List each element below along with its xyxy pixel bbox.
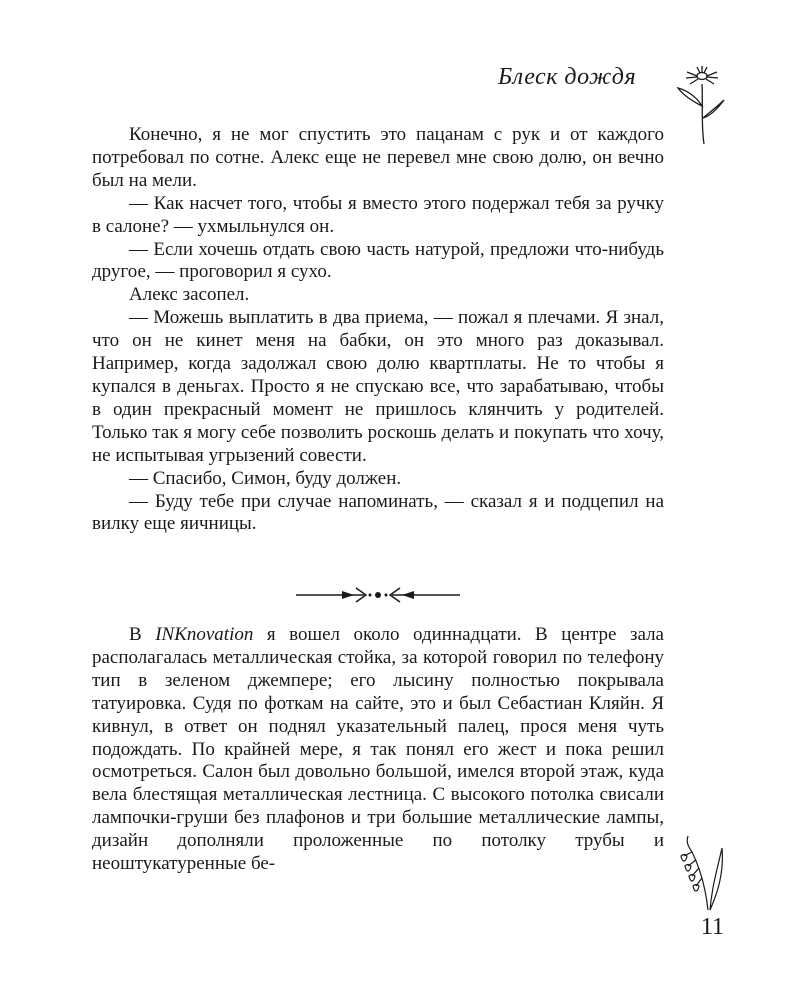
paragraph: Конечно, я не мог спустить это пацанам с рук и от каждого потребовал по сотне. Алекс еще не перевел мне свою долю, он вечно был на мели.	[92, 124, 664, 191]
text-section-1	[92, 124, 664, 536]
paragraph	[92, 624, 664, 876]
lily-of-the-valley-icon	[678, 832, 734, 912]
studio-name: INKnovation	[155, 624, 254, 645]
paragraph: — Спасибо, Симон, буду должен.	[129, 467, 402, 489]
running-head-title: Блеск дождя	[498, 64, 637, 90]
paragraph: — Буду тебе при случае напоминать, — сказал я и подцепил на вилку еще яичницы.	[92, 490, 664, 535]
daisy-flower-icon	[672, 66, 728, 146]
text-section-2	[92, 624, 664, 876]
paragraph-intro: В	[129, 624, 156, 645]
paragraph: — Как насчет того, чтобы я вместо этого подержал тебя за ручку в салоне? — ухмыльнулся он.	[92, 192, 664, 237]
paragraph-body: я вошел около одиннадцати. В центре зала располагалась металлическая стойка, за которой говорил по телефону тип в зеленом джемпере; его лысину полностью покрывала татуировка. Судя по фоткам на сайте, это и был Себастиан Кляйн. Я кивнул, в ответ он поднял указательный палец, прося меня чуть подождать. По крайней мере, я так понял его жест и пока решил осмотреться. Салон был довольно большой, имелся второй этаж, куда вела блестящая металлическая лестница. С высокого потолка свисали лампочки-груши без плафонов и три большие металлические лампы, дизайн дополняли проложенные по потолку трубы и неоштукатуренные бе-	[92, 624, 664, 875]
paragraph: — Можешь выплатить в два приема, — пожал я плечами. Я знал, что он не кинет меня на бабки, он это много раз доказывал. Например, когда задолжал свою долю квартплаты. Не то чтобы я купался в деньгах. Просто я не спускаю все, что зарабатываю, чтобы в один прекрасный момент не пришлось клянчить у родителей. Только так я могу себе позволить роскошь делать и покупать что хочу, не испытывая угрызений совести.	[92, 307, 664, 466]
paragraph: — Если хочешь отдать свою часть натурой, предложи что-нибудь другое, — проговорил я сухо.	[92, 238, 664, 283]
paragraph: Алекс засопел.	[129, 284, 250, 306]
page-number: 11	[700, 914, 724, 940]
arrow-ornament-divider	[294, 584, 462, 606]
